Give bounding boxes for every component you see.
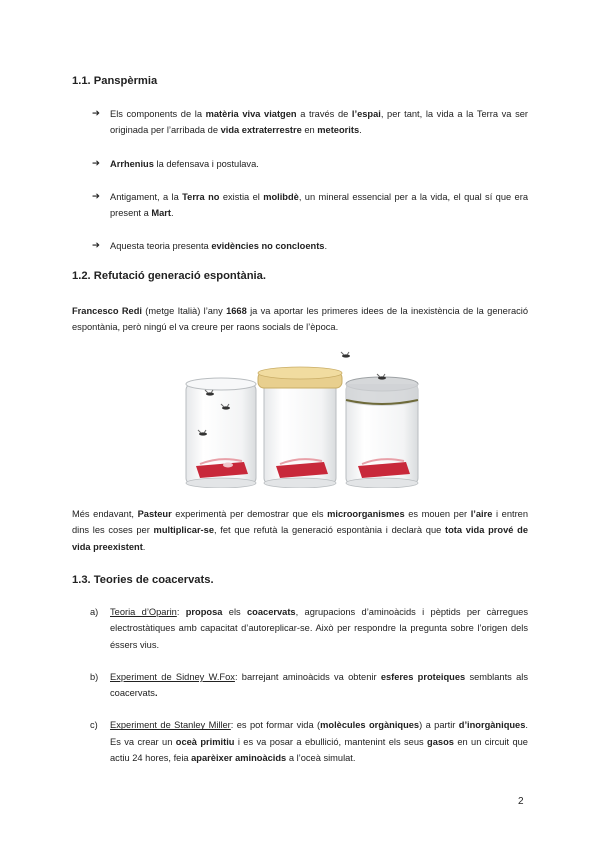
arrow-icon: ➔: [92, 157, 100, 169]
arrow-icon: ➔: [92, 190, 100, 202]
paragraph-pasteur: Més endavant, Pasteur experimentà per demostrar que els microorganismes es mouen per l’aire i entren dins les coses per multiplicar-se, fet que refutà la generació espontània i declarà que tota vida prové de vida preexistent.: [72, 509, 529, 552]
arrow-icon: ➔: [92, 240, 100, 252]
section-title-panspermia: 1.1. Panspèrmia: [72, 75, 158, 87]
cork-jar: [258, 367, 342, 488]
section-title-coacervats: 1.3. Teories de coacervats.: [72, 574, 214, 586]
list-item: b) Experiment de Sidney W.Fox: barrejant aminoàcids va obtenir esferes proteiques semblants als coacervats.: [90, 671, 528, 699]
gauze-jar: [346, 377, 418, 488]
list-item: a) Teoria d’Oparin: proposa els coacervats, agrupacions d’aminoàcids i pèptids per càrregues electrostàtiques amb capacitat d’autoreplicar-se. Això per respondre la pregunta sobre l’origen dels éssers vius.: [90, 607, 528, 650]
paragraph-redi: Francesco Redi (metge Italià) l’any 1668 ja va aportar les primeres idees de la inexistència de la generació espontània, però ningú el va creure per raons socials de l’època.: [72, 306, 528, 333]
redi-jars-illustration: [170, 348, 430, 488]
coacervats-list: [90, 604, 528, 766]
open-jar: [186, 378, 256, 488]
page-number: 2: [518, 796, 524, 807]
arrow-icon: ➔: [92, 108, 100, 119]
bullet-item: ➔ Aquesta teoria presenta evidències no concloents.: [92, 238, 528, 254]
list-item: c) Experiment de Stanley Miller: es pot formar vida (molècules orgàniques) a partir d’inorgàniques. Es va crear un oceà primitiu i es va posar a ebullició, mantenint els seus gasos en un circuit que actiu 24 hores, feia aparèixer aminoàcids a l’oceà simulat.: [90, 720, 528, 764]
bullet-item: ➔ Els components de la matèria viva viatgen a través de l’espai, per tant, la vida a la Terra va ser originada per l’arribada de vida extraterrestre en meteorits.: [92, 108, 528, 136]
section-title-refutacio: 1.2. Refutació generació espontània.: [72, 270, 266, 282]
panspermia-bullets: [92, 106, 528, 255]
fly-icon: [341, 352, 350, 358]
bullet-item: ➔ Arrhenius la defensava i postulava.: [92, 156, 528, 172]
bullet-item: ➔ Antigament, a la Terra no existia el molibdè, un mineral essencial per a la vida, el qual sí que era present a Mart.: [92, 190, 528, 219]
